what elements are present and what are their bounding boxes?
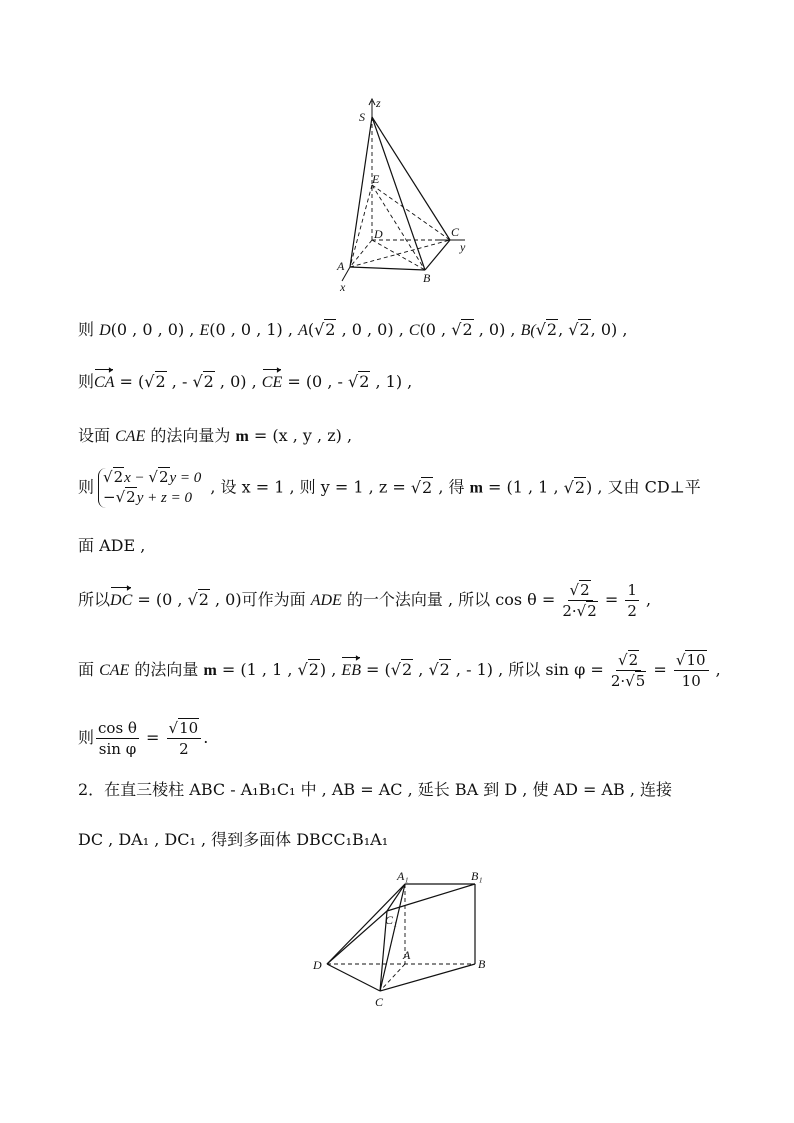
- label-B: B: [423, 271, 431, 285]
- label-A: A: [337, 259, 345, 273]
- label-B: B: [478, 957, 486, 971]
- coordinates-line: 则 D(0 , 0 , 0) , E(0 , 0 , 1) , A(√2 , 0 , 0) , C(0 , √2 , 0) , B(√2, √2, 0) ,: [78, 320, 628, 339]
- label-S: S: [359, 110, 365, 124]
- plane-ade-line: 面 ADE ,: [78, 536, 146, 555]
- label-C1: C₁: [385, 913, 398, 927]
- label-A1: A₁: [397, 869, 409, 883]
- label-D: D: [313, 958, 322, 972]
- label-D: D: [374, 227, 383, 241]
- label-E: E: [372, 172, 380, 186]
- normal-vector-setup: 设面 CAE 的法向量为 m = (x , y , z) ,: [78, 426, 353, 445]
- label-B1: B₁: [471, 869, 483, 883]
- label-z: z: [376, 96, 381, 110]
- pyramid-figure: [330, 95, 480, 295]
- problem-2-statement: 2．在直三棱柱 ABC - A₁B₁C₁ 中 , AB = AC , 延长 BA 到 D , 使 AD = AB , 连接: [78, 780, 673, 799]
- label-A: A: [403, 948, 411, 962]
- cos-theta-line: 所以DC = (0 , √2 , 0)可作为面 ADE 的一个法向量 , 所以 cos θ = $\frac{√2}{2\cdot√2}$ = $\frac{1}{2}$ ,: [78, 581, 652, 620]
- sin-phi-line: 面 CAE 的法向量 m = (1 , 1 , √2) , EB = (√2 , √2 , - 1) , 所以 sin φ = $\frac{√2}{2\cdot√5}$ = $\frac{√10}{10}$ ,: [78, 651, 721, 690]
- equation-system: √2x − √2y = 0 −√2y + z = 0: [98, 468, 201, 508]
- prism-figure: [305, 866, 505, 1016]
- label-C: C: [375, 995, 384, 1009]
- label-C: C: [451, 225, 460, 239]
- label-x: x: [340, 280, 346, 294]
- vectors-line: 则CA = (√2 , - √2 , 0) , CE = (0 , - √2 , 1) ,: [78, 370, 412, 395]
- ratio-result-line: 则 $\frac{\text{cos θ}}{\text{sin φ}}$ = $\frac{√10}{2}$ .: [78, 719, 209, 758]
- equation-system-line: 则√2x − √2y = 0 −√2y + z = 0 , 设 x = 1 , 则 y = 1 , z = √2 , 得 m = (1 , 1 , √2) , 又由 CD⊥平: [78, 468, 701, 506]
- problem-2-statement-cont: DC , DA₁ , DC₁ , 得到多面体 DBCC₁B₁A₁: [78, 830, 389, 849]
- label-y: y: [460, 240, 466, 254]
